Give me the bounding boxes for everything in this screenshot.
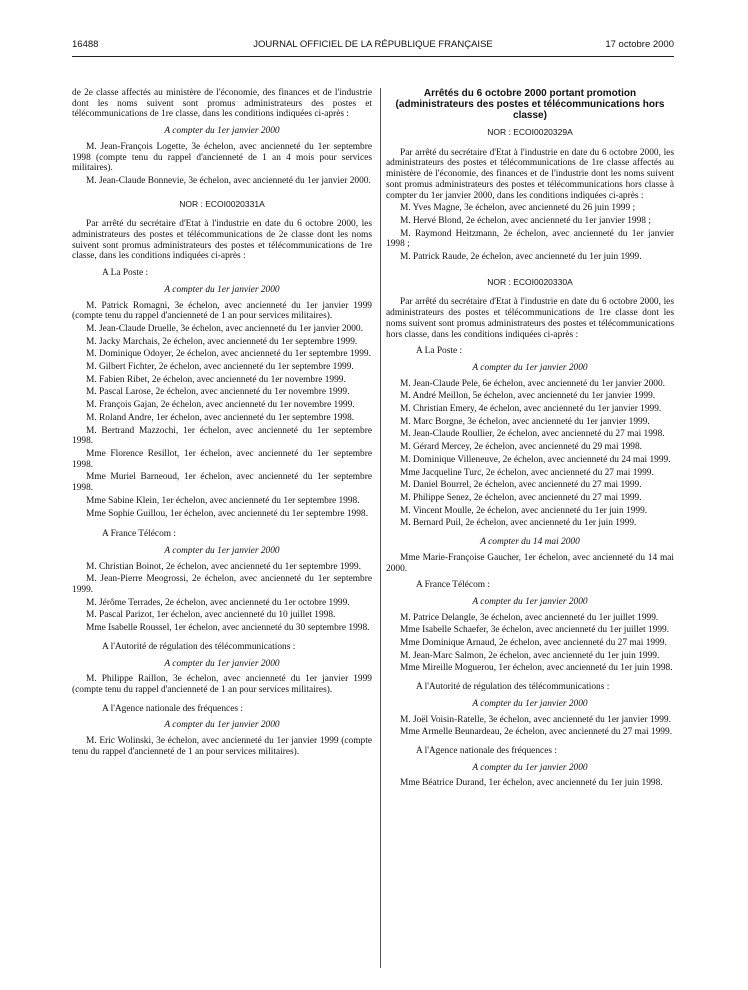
promotion-list: [72, 301, 372, 520]
promotion-entry: Mme Dominique Arnaud, 2e échelon, avec ancienneté du 27 mai 1999.: [400, 638, 667, 649]
section-label-art: A l'Autorité de régulation des télécommunications :: [102, 641, 296, 652]
promotion-list: [386, 553, 674, 574]
promotion-entry: M. Marc Borgne, 3e échelon, avec ancienneté du 1er janvier 1999.: [400, 416, 650, 427]
promotion-entry: M. Vincent Moulle, 2e échelon, avec ancienneté du 1er juin 1999.: [400, 505, 648, 516]
effective-date-heading: A compter du 1er janvier 2000: [164, 720, 280, 731]
promotion-entry: M. Patrick Romagni, 3e échelon, avec ancienneté du 1er janvier 1999 (compte tenu du rappel d'ancienneté de 1 an pour services militaires).: [72, 300, 372, 322]
decree-paragraph: Par arrêté du secrétaire d'Etat à l'industrie en date du 6 octobre 2000, les administrateurs des postes et télécommunications de 2e classe dont les noms suivent sont promus administrateurs des postes et télécommunications de 1re classe, dans les conditions indiquées ci-après :: [72, 219, 372, 262]
intro-paragraph: de 2e classe affectés au ministère de l'économie, des finances et de l'industrie dont les noms suivent sont promus administrateurs des postes et télécommunications de 1re classe, dans les conditions indiquées ci-après :: [72, 88, 372, 120]
effective-date-heading: A compter du 14 mai 2000: [480, 537, 580, 548]
page-number: 16488: [72, 39, 99, 50]
nor-reference: NOR : ECOI0020331A: [179, 198, 265, 209]
promotion-entry: M. Patrick Raude, 2e échelon, avec ancienneté du 1er juin 1999.: [400, 252, 642, 263]
promotion-entry: M. Dominique Villeneuve, 2e échelon, avec ancienneté du 24 mai 1999.: [400, 454, 671, 465]
effective-date-heading: A compter du 1er janvier 2000: [472, 698, 588, 709]
promotion-entry: M. Joël Voisin-Ratelle, 3e échelon, avec ancienneté du 1er janvier 1999.: [400, 714, 671, 725]
promotion-list: [72, 736, 372, 757]
promotion-entry: M. Fabien Ribet, 2e échelon, avec ancienneté du 1er novembre 1999.: [86, 374, 346, 385]
promotion-entry: M. Jacky Marchais, 2e échelon, avec ancienneté du 1er septembre 1999.: [86, 336, 358, 347]
decree-title: Arrêtés du 6 octobre 2000 portant promotion (administrateurs des postes et télécommunications hors classe): [395, 88, 665, 121]
decree-paragraph: Par arrêté du secrétaire d'Etat à l'industrie en date du 6 octobre 2000, les administrateurs des postes et télécommunications de 1re classe dont les noms suivent sont promus administrateurs des postes et télécommunications hors classe, dans les conditions indiquées ci-après :: [386, 297, 674, 340]
effective-date-heading: A compter du 1er janvier 2000: [164, 545, 280, 556]
promotion-entry: M. Jean-Marc Salmon, 2e échelon, avec ancienneté du 1er juin 1999.: [400, 650, 660, 661]
promotion-entry: Mme Sophie Guillou, 1er échelon, avec ancienneté du 1er septembre 1998.: [86, 508, 368, 519]
effective-date-heading: A compter du 1er janvier 2000: [164, 284, 280, 295]
page-header: [72, 39, 674, 57]
promotion-list: [72, 142, 372, 187]
promotion-entry: M. Philippe Senez, 2e échelon, avec ancienneté du 27 mai 1999.: [400, 492, 642, 503]
section-label-france-telecom: A France Télécom :: [416, 580, 491, 591]
promotion-entry: Mme Mireille Moguerou, 1er échelon, avec ancienneté du 1er juin 1998.: [400, 663, 673, 674]
promotion-entry: M. André Meillon, 5e échelon, avec ancienneté du 1er janvier 1999.: [400, 391, 656, 402]
promotion-entry: Mme Marie-Françoise Gaucher, 1er échelon, avec ancienneté du 14 mai 2000.: [386, 552, 674, 574]
promotion-entry: M. Jean-Claude Bonnevie, 3e échelon, avec ancienneté du 1er janvier 2000.: [86, 175, 371, 186]
promotion-entry: M. François Gajan, 2e échelon, avec ancienneté du 1er novembre 1999.: [86, 400, 355, 411]
promotion-list: [386, 715, 674, 738]
promotion-entry: M. Jean-Claude Druelle, 3e échelon, avec ancienneté du 1er janvier 2000.: [86, 323, 363, 334]
promotion-entry: M. Jean-François Logette, 3e échelon, avec ancienneté du 1er septembre 1998 (compte tenu du rappel d'ancienneté de 1 an 4 mois pour services militaires).: [72, 141, 372, 174]
promotion-entry: M. Christian Emery, 4e échelon, avec ancienneté du 1er janvier 1999.: [400, 404, 662, 415]
promotion-list: [386, 778, 674, 789]
promotion-entry: M. Jérôme Terrades, 2e échelon, avec ancienneté du 1er octobre 1999.: [86, 597, 350, 608]
promotion-entry: M. Raymond Heitzmann, 2e échelon, avec ancienneté du 1er janvier 1998 ;: [386, 228, 674, 250]
promotion-entry: M. Patrice Delangle, 3e échelon, avec ancienneté du 1er juillet 1999.: [400, 612, 659, 623]
promotion-entry: M. Hervé Blond, 2e échelon, avec ancienneté du 1er janvier 1998 ;: [400, 215, 651, 226]
promotion-entry: Mme Jacqueline Turc, 2e échelon, avec ancienneté du 27 mai 1999.: [400, 467, 654, 478]
promotion-entry: M. Jean-Claude Roullier, 2e échelon, avec ancienneté du 27 mai 1998.: [400, 429, 665, 440]
issue-date: 17 octobre 2000: [605, 39, 674, 50]
promotion-entry: M. Dominique Odoyer, 2e échelon, avec ancienneté du 1er septembre 1999.: [86, 349, 371, 360]
promotion-entry: M. Gérard Mercey, 2e échelon, avec ancienneté du 29 mai 1998.: [400, 442, 642, 453]
promotion-entry: M. Bertrand Mazzochi, 1er échelon, avec ancienneté du 1er septembre 1998.: [72, 425, 372, 447]
left-column: [72, 88, 372, 759]
effective-date-heading: A compter du 1er janvier 2000: [472, 762, 588, 773]
promotion-entry: Mme Isabelle Roussel, 1er échelon, avec ancienneté du 30 septembre 1998.: [86, 623, 370, 634]
section-label-la-poste: A La Poste :: [102, 268, 149, 279]
promotion-entry: M. Daniel Bourrel, 2e échelon, avec ancienneté du 27 mai 1999.: [400, 480, 642, 491]
column-divider: [380, 88, 381, 968]
promotion-entry: M. Jean-Pierre Meogrossi, 2e échelon, avec ancienneté du 1er septembre 1999.: [72, 574, 372, 596]
promotion-list: [386, 203, 674, 263]
nor-reference: NOR : ECOI0020330A: [487, 276, 573, 287]
promotion-entry: M. Philippe Raillon, 3e échelon, avec ancienneté du 1er janvier 1999 (compte tenu du rappel d'ancienneté de 1 an pour services militaires).: [72, 674, 372, 695]
effective-date-heading: A compter du 1er janvier 2000: [164, 126, 280, 137]
promotion-entry: M. Yves Magne, 3e échelon, avec ancienneté du 26 juin 1999 ;: [400, 203, 636, 214]
promotion-entry: M. Roland Andre, 1er échelon, avec ancienneté du 1er septembre 1998.: [86, 412, 355, 423]
section-label-france-telecom: A France Télécom :: [102, 529, 177, 540]
right-column: [386, 88, 674, 791]
decree-paragraph: Par arrêté du secrétaire d'Etat à l'industrie en date du 6 octobre 2000, les administrateurs des postes et télécommunications de 1re classe affectés au ministère de l'économie, des finances et de l'industrie dont les noms suivent sont promus administrateurs des postes et télécommunications hors classe à compter du 1er janvier 2000, dans les conditions indiquées ci-après :: [386, 147, 674, 201]
effective-date-heading: A compter du 1er janvier 2000: [472, 362, 588, 373]
promotion-entry: M. Jean-Claude Pele, 6e échelon, avec ancienneté du 1er janvier 2000.: [400, 378, 665, 389]
section-label-anf: A l'Agence nationale des fréquences :: [416, 745, 557, 756]
effective-date-heading: A compter du 1er janvier 2000: [472, 596, 588, 607]
promotion-entry: Mme Armelle Beunardeau, 2e échelon, avec ancienneté du 27 mai 1999.: [400, 727, 673, 738]
effective-date-heading: A compter du 1er janvier 2000: [164, 658, 280, 669]
section-label-art: A l'Autorité de régulation des télécommunications :: [416, 682, 610, 693]
promotion-list: [386, 613, 674, 675]
promotion-list: [72, 674, 372, 695]
promotion-entry: Mme Isabelle Schaefer, 3e échelon, avec ancienneté du 1er juillet 1999.: [400, 625, 670, 636]
promotion-entry: Mme Florence Resillot, 1er échelon, avec ancienneté du 1er septembre 1998.: [72, 448, 372, 470]
promotion-entry: Mme Muriel Barneoud, 1er échelon, avec ancienneté du 1er septembre 1998.: [72, 472, 372, 494]
promotion-entry: Mme Béatrice Durand, 1er échelon, avec ancienneté du 1er juin 1998.: [400, 778, 663, 789]
promotion-entry: M. Bernard Puil, 2e échelon, avec ancienneté du 1er juin 1999.: [400, 518, 637, 529]
promotion-list: [386, 379, 674, 529]
promotion-entry: M. Eric Wolinski, 3e échelon, avec ancienneté du 1er janvier 1999 (compte tenu du rappel d'ancienneté de 1 an pour services militaires).: [72, 736, 372, 757]
promotion-entry: M. Pascal Larose, 2e échelon, avec ancienneté du 1er novembre 1999.: [86, 387, 350, 398]
section-label-anf: A l'Agence nationale des fréquences :: [102, 703, 243, 714]
journal-title: JOURNAL OFFICIEL DE LA RÉPUBLIQUE FRANÇAISE: [253, 39, 493, 50]
promotion-entry: M. Pascal Parizot, 1er échelon, avec ancienneté du 10 juillet 1998.: [86, 610, 336, 621]
promotion-list: [72, 562, 372, 634]
promotion-entry: M. Christian Boinot, 2e échelon, avec ancienneté du 1er septembre 1999.: [86, 561, 361, 572]
promotion-entry: Mme Sabine Klein, 1er échelon, avec ancienneté du 1er septembre 1998.: [86, 495, 360, 506]
nor-reference: NOR : ECOI0020329A: [487, 127, 573, 137]
section-label-la-poste: A La Poste :: [416, 346, 463, 357]
promotion-entry: M. Gilbert Fichter, 2e échelon, avec ancienneté du 1er septembre 1999.: [86, 362, 354, 373]
